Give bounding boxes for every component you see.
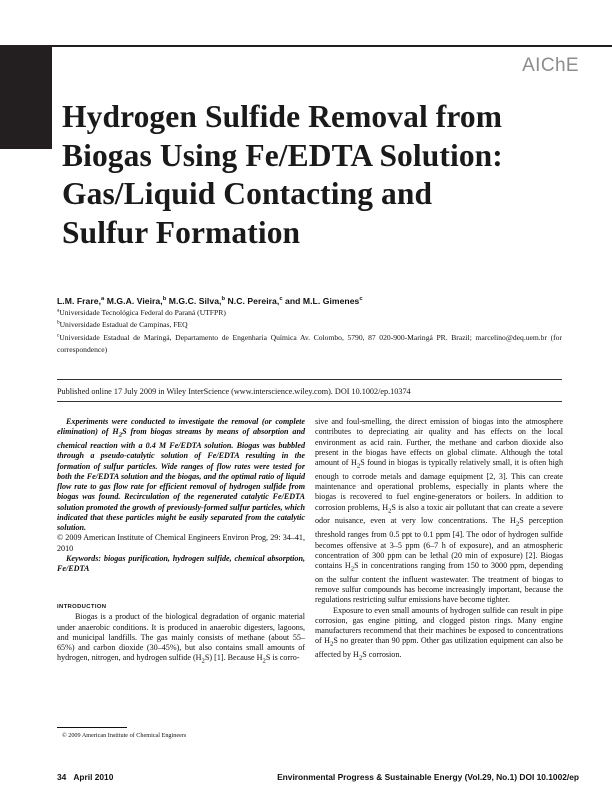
title-line-3: Gas/Liquid Contacting and (62, 176, 433, 211)
masthead-black-block (0, 45, 52, 149)
affiliation-marker: b (57, 319, 60, 326)
intro-paragraph-2-right: Exposure to even small amounts of hydrogen sulfide can result in pipe corrosion, gas engine pitting, and clogged piston rings. Many engine manufacturers recommend that their machines be exposed to concentrations of $H_2S$ no greater than 90 ppm. Other gas utilization equipment can also be affected by $H_2S$ corrosion. (315, 605, 563, 662)
affiliation-marker: a (101, 296, 105, 303)
author-name: L.M. Frare, (57, 296, 102, 306)
keywords-text: biogas purification, hydrogen sulfide, chemical absorption, Fe/EDTA (57, 553, 305, 574)
affiliation-text: Universidade Tecnológica Federal do Paraná (UTFPR) (59, 308, 226, 317)
footnote-copyright: © 2009 American Institute of Chemical Engineers (62, 732, 187, 739)
affiliation-text: Universidade Estadual de Maringá, Departamento de Engenharia Química Av. Colombo, 5790, 87 020-900-Maringá PR. Brazil; marcelino@deq.uem.br (for correspondence) (57, 332, 562, 355)
title-line-1: Hydrogen Sulfide Removal from (62, 99, 503, 134)
affiliation-c (57, 332, 562, 357)
affiliation-b (57, 319, 562, 331)
abstract-text: Experiments were conducted to investigate the removal (or complete elimination) of $H_2S$ from biogas streams by means of absorption and chemical reaction with a 0.4 M Fe/EDTA solution. Biogas was bubbled through a pseudo-catalytic solution of Fe/EDTA resulting in the formation of sulfur particles. Wide ranges of flow rates were tested for both the Fe/EDTA solution and the biogas, and the optimal ratio of liquid flow rate to gas flow rate for efficient removal of hydrogen sulfide from biogas was found. Recirculation of the regenerated catalytic Fe/EDTA solution promoted the growth of previously-formed sulfur particles, which indicated that these particles might be easily separated from the catalytic solution. (57, 417, 305, 533)
author-name: and M.L. Gimenes (282, 296, 360, 306)
affiliation-marker: b (221, 296, 226, 303)
column-left (57, 417, 305, 667)
affiliation-a (57, 307, 562, 319)
masthead-rule (52, 45, 612, 47)
title-line-2: Biogas Using Fe/EDTA Solution: (62, 137, 503, 173)
page-number: 34 (57, 772, 67, 782)
affiliation-marker: c (359, 296, 363, 303)
published-rule-bottom (57, 401, 562, 402)
section-heading-introduction: INTRODUCTION (57, 604, 107, 611)
keywords (57, 554, 305, 575)
intro-paragraph-right-continued: sive and foul-smelling, the direct emission of biogas into the atmosphere contributes to depreciating air quality and has effects on the local environment as acid rain. Further, the methane and carbon dioxide also present in the biogas have effects on global climate. Although the total amount of $H_2S$ found in biogas is typically relatively small, it is often high enough to corrode metals and damage equipment [2, 3]. This can create maintenance and operational problems, especially in plants where the biogas is recovered to fuel engine-generators or boilers. In addition to corrosion problems, $H_2S$ is also a toxic air pollutant that can create a severe odor nuisance, even at very low concentrations. The $H_2S$ perception threshold ranges from 0.5 ppt to 0.1 ppm [4]. The odor of hydrogen sulfide becomes offensive at 3–5 ppm (6–7 h of exposure), and an atmospheric concentration of 300 ppm can be lethal (20 min of exposure) [2]. Biogas contains $H_2S$ in concentrations ranging from 150 to 3000 ppm, depending on the sulfur content the influent wastewater. The treatment of biogas to remove sulfur compounds has become increasingly important, because the regulations restricting sulfur emissions have become tighter. (315, 417, 564, 605)
author-name: M.G.C. Silva, (166, 296, 222, 306)
affiliation-marker: c (57, 332, 60, 339)
column-right (315, 417, 563, 664)
title-line-4: Sulfur Formation (62, 214, 301, 250)
footnote-rule (57, 727, 127, 728)
author-block (57, 296, 562, 357)
affiliation-marker: b (162, 296, 167, 303)
footer-journal-line: Environmental Progress & Sustainable Energy (Vol.29, No.1) DOI 10.1002/ep (277, 772, 579, 782)
footer-left (57, 772, 113, 782)
issue-date: April 2010 (73, 772, 114, 782)
author-byline (57, 296, 562, 307)
author-name: N.C. Pereira, (225, 296, 280, 306)
abstract-copyright: © 2009 American Institute of Chemical Engineers Environ Prog, 29: 34–41, 2010 (57, 533, 305, 553)
keywords-label: Keywords: (66, 553, 102, 563)
published-rule-top (57, 379, 562, 380)
affiliation-text: Universidade Estadual de Campinas, FEQ (59, 320, 188, 330)
aiche-logo: AIChE (522, 55, 579, 76)
affiliation-marker: a (57, 307, 60, 314)
intro-paragraph-left: Biogas is a product of the biological degradation of organic material under anaerobic conditions. It is produced in anaerobic digesters, lagoons, and municipal landfills. The gas mainly consists of methane (about 55–65%) and carbon dioxide (30–45%), but also contains small amounts of hydrogen, nitrogen, and hydrogen sulfide $(H_2S)$ [1]. Because $H_2S$ is corro- (57, 612, 305, 665)
published-online-line: Published online 17 July 2009 in Wiley InterScience (www.interscience.wiley.com). DOI 10.1002/ep.10374 (57, 387, 411, 396)
author-name: M.G.A. Vieira, (104, 296, 163, 306)
article-title (62, 98, 562, 252)
affiliation-marker: c (279, 296, 283, 303)
